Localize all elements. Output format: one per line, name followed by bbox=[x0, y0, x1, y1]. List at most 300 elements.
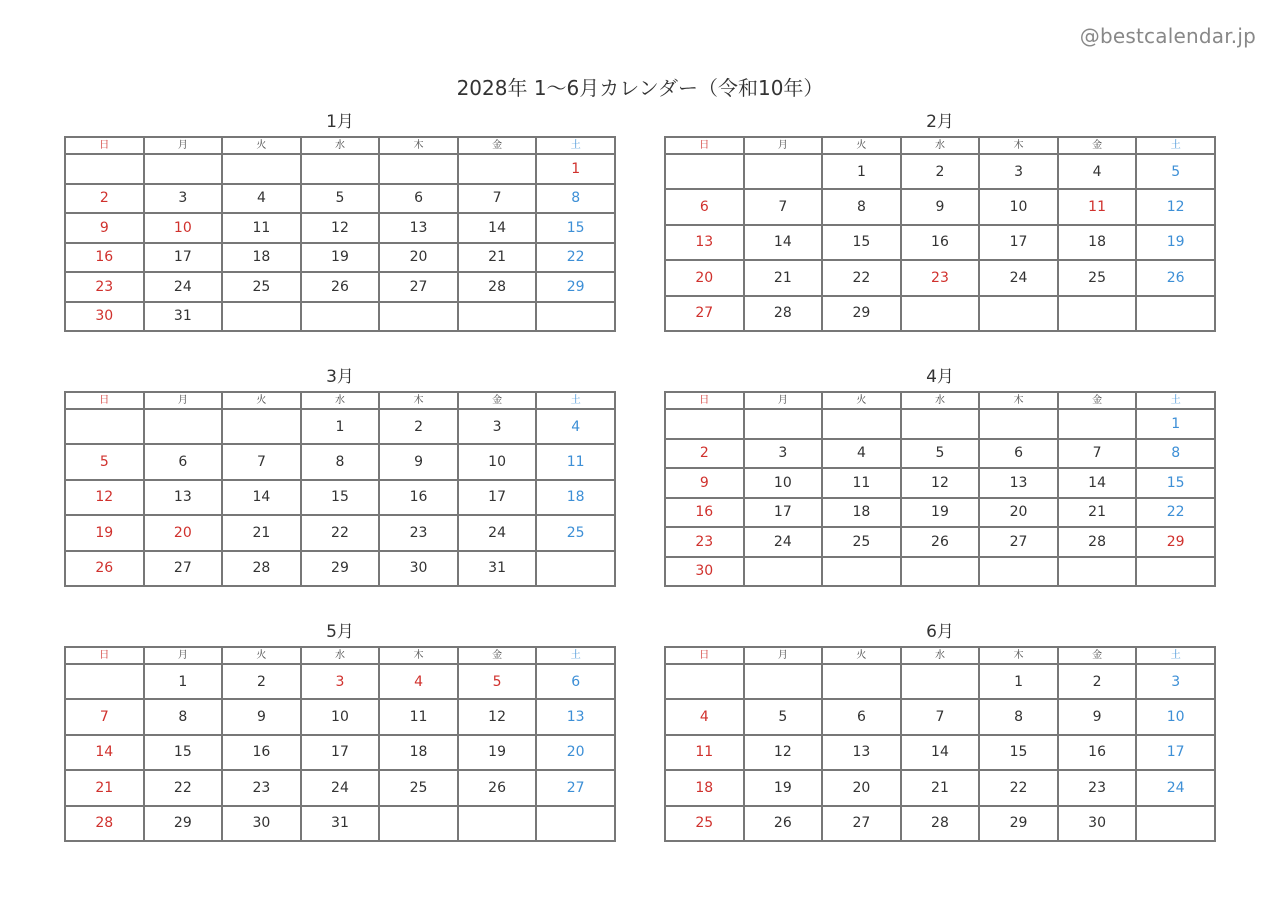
weekday-header: 月 bbox=[744, 137, 823, 154]
weekday-header: 木 bbox=[379, 647, 458, 664]
weekday-header: 火 bbox=[222, 392, 301, 409]
weekday-header: 木 bbox=[379, 137, 458, 154]
weekday-header: 金 bbox=[1058, 137, 1137, 154]
day-cell: 4 bbox=[222, 184, 301, 214]
day-cell: 8 bbox=[536, 184, 615, 214]
week-row bbox=[65, 444, 615, 479]
week-row bbox=[665, 439, 1215, 469]
day-cell: 26 bbox=[744, 806, 823, 841]
day-cell: 12 bbox=[65, 480, 144, 515]
day-cell: 21 bbox=[1058, 498, 1137, 528]
day-cell: 14 bbox=[458, 213, 537, 243]
day-cell: 16 bbox=[1058, 735, 1137, 770]
empty-cell bbox=[744, 664, 823, 699]
day-cell: 9 bbox=[665, 468, 744, 498]
day-cell: 15 bbox=[979, 735, 1058, 770]
day-cell: 27 bbox=[379, 272, 458, 302]
weekday-header: 水 bbox=[301, 392, 380, 409]
day-cell: 26 bbox=[901, 527, 980, 557]
empty-cell bbox=[665, 409, 744, 439]
day-cell: 22 bbox=[1136, 498, 1215, 528]
weekday-header: 日 bbox=[65, 647, 144, 664]
week-row bbox=[665, 225, 1215, 260]
day-cell: 26 bbox=[1136, 260, 1215, 295]
day-cell: 17 bbox=[144, 243, 223, 273]
day-cell: 10 bbox=[1136, 699, 1215, 734]
empty-cell bbox=[458, 302, 537, 332]
empty-cell bbox=[301, 302, 380, 332]
empty-cell bbox=[665, 154, 744, 189]
day-cell: 28 bbox=[901, 806, 980, 841]
week-row bbox=[665, 468, 1215, 498]
day-cell: 13 bbox=[536, 699, 615, 734]
day-cell: 27 bbox=[665, 296, 744, 331]
day-cell: 22 bbox=[536, 243, 615, 273]
day-cell: 10 bbox=[144, 213, 223, 243]
day-cell: 30 bbox=[222, 806, 301, 841]
day-cell: 4 bbox=[665, 699, 744, 734]
day-cell: 3 bbox=[744, 439, 823, 469]
weekday-header: 火 bbox=[822, 137, 901, 154]
day-cell: 2 bbox=[665, 439, 744, 469]
weekday-header: 日 bbox=[665, 137, 744, 154]
week-row bbox=[65, 699, 615, 734]
empty-cell bbox=[665, 664, 744, 699]
day-cell: 28 bbox=[65, 806, 144, 841]
day-cell: 3 bbox=[979, 154, 1058, 189]
day-cell: 8 bbox=[1136, 439, 1215, 469]
day-cell: 14 bbox=[65, 735, 144, 770]
day-cell: 23 bbox=[665, 527, 744, 557]
day-cell: 3 bbox=[1136, 664, 1215, 699]
weekday-header: 月 bbox=[144, 137, 223, 154]
empty-cell bbox=[65, 664, 144, 699]
empty-cell bbox=[1136, 296, 1215, 331]
month-5 bbox=[64, 620, 616, 842]
weekday-header: 土 bbox=[536, 137, 615, 154]
day-cell: 28 bbox=[222, 551, 301, 586]
month-6 bbox=[664, 620, 1216, 842]
weekday-header: 月 bbox=[144, 647, 223, 664]
day-cell: 12 bbox=[744, 735, 823, 770]
empty-cell bbox=[222, 302, 301, 332]
empty-cell bbox=[1136, 557, 1215, 587]
day-cell: 14 bbox=[1058, 468, 1137, 498]
weekday-header: 木 bbox=[379, 392, 458, 409]
weekday-header: 火 bbox=[822, 392, 901, 409]
empty-cell bbox=[1136, 806, 1215, 841]
week-row bbox=[665, 189, 1215, 224]
day-cell: 6 bbox=[665, 189, 744, 224]
day-cell: 23 bbox=[222, 770, 301, 805]
day-cell: 24 bbox=[458, 515, 537, 550]
week-row bbox=[65, 806, 615, 841]
day-cell: 24 bbox=[144, 272, 223, 302]
day-cell: 22 bbox=[979, 770, 1058, 805]
day-cell: 7 bbox=[901, 699, 980, 734]
empty-cell bbox=[536, 806, 615, 841]
day-cell: 20 bbox=[665, 260, 744, 295]
day-cell: 11 bbox=[1058, 189, 1137, 224]
day-cell: 20 bbox=[144, 515, 223, 550]
day-cell: 25 bbox=[1058, 260, 1137, 295]
day-cell: 27 bbox=[536, 770, 615, 805]
day-cell: 11 bbox=[536, 444, 615, 479]
week-row bbox=[65, 480, 615, 515]
day-cell: 31 bbox=[144, 302, 223, 332]
day-cell: 31 bbox=[301, 806, 380, 841]
week-row bbox=[65, 515, 615, 550]
empty-cell bbox=[301, 154, 380, 184]
day-cell: 13 bbox=[979, 468, 1058, 498]
day-cell: 18 bbox=[822, 498, 901, 528]
empty-cell bbox=[744, 557, 823, 587]
day-cell: 11 bbox=[379, 699, 458, 734]
empty-cell bbox=[144, 409, 223, 444]
weekday-header: 水 bbox=[301, 137, 380, 154]
day-cell: 19 bbox=[744, 770, 823, 805]
day-cell: 5 bbox=[65, 444, 144, 479]
empty-cell bbox=[144, 154, 223, 184]
empty-cell bbox=[536, 551, 615, 586]
site-watermark: @bestcalendar.jp bbox=[1079, 24, 1256, 48]
day-cell: 6 bbox=[822, 699, 901, 734]
day-cell: 29 bbox=[536, 272, 615, 302]
day-cell: 10 bbox=[301, 699, 380, 734]
empty-cell bbox=[901, 557, 980, 587]
day-cell: 15 bbox=[536, 213, 615, 243]
day-cell: 6 bbox=[979, 439, 1058, 469]
empty-cell bbox=[222, 154, 301, 184]
week-row bbox=[665, 260, 1215, 295]
weekday-header: 土 bbox=[1136, 647, 1215, 664]
day-cell: 18 bbox=[1058, 225, 1137, 260]
day-cell: 18 bbox=[222, 243, 301, 273]
day-cell: 28 bbox=[744, 296, 823, 331]
day-cell: 30 bbox=[665, 557, 744, 587]
day-cell: 8 bbox=[822, 189, 901, 224]
day-cell: 2 bbox=[65, 184, 144, 214]
day-cell: 15 bbox=[1136, 468, 1215, 498]
empty-cell bbox=[379, 806, 458, 841]
day-cell: 17 bbox=[458, 480, 537, 515]
day-cell: 25 bbox=[665, 806, 744, 841]
month-3 bbox=[64, 365, 616, 587]
day-cell: 8 bbox=[144, 699, 223, 734]
day-cell: 17 bbox=[1136, 735, 1215, 770]
day-cell: 20 bbox=[379, 243, 458, 273]
month-table bbox=[64, 646, 616, 842]
day-cell: 25 bbox=[822, 527, 901, 557]
day-cell: 6 bbox=[379, 184, 458, 214]
day-cell: 10 bbox=[458, 444, 537, 479]
day-cell: 18 bbox=[536, 480, 615, 515]
day-cell: 7 bbox=[65, 699, 144, 734]
day-cell: 9 bbox=[901, 189, 980, 224]
month-1 bbox=[64, 110, 616, 332]
weekday-header: 日 bbox=[665, 392, 744, 409]
week-row bbox=[65, 243, 615, 273]
empty-cell bbox=[979, 557, 1058, 587]
day-cell: 23 bbox=[379, 515, 458, 550]
empty-cell bbox=[979, 296, 1058, 331]
day-cell: 3 bbox=[144, 184, 223, 214]
day-cell: 15 bbox=[301, 480, 380, 515]
month-2 bbox=[664, 110, 1216, 332]
day-cell: 7 bbox=[1058, 439, 1137, 469]
day-cell: 24 bbox=[1136, 770, 1215, 805]
day-cell: 1 bbox=[301, 409, 380, 444]
day-cell: 7 bbox=[458, 184, 537, 214]
day-cell: 1 bbox=[822, 154, 901, 189]
day-cell: 14 bbox=[901, 735, 980, 770]
day-cell: 9 bbox=[379, 444, 458, 479]
day-cell: 14 bbox=[222, 480, 301, 515]
day-cell: 27 bbox=[979, 527, 1058, 557]
week-row bbox=[665, 699, 1215, 734]
weekday-header: 金 bbox=[458, 392, 537, 409]
weekday-header: 金 bbox=[1058, 392, 1137, 409]
empty-cell bbox=[1058, 296, 1137, 331]
day-cell: 5 bbox=[458, 664, 537, 699]
week-row bbox=[665, 527, 1215, 557]
weekday-header: 土 bbox=[536, 392, 615, 409]
day-cell: 15 bbox=[144, 735, 223, 770]
week-row bbox=[665, 154, 1215, 189]
month-4 bbox=[664, 365, 1216, 587]
month-table bbox=[64, 391, 616, 587]
weekday-header: 水 bbox=[901, 137, 980, 154]
day-cell: 17 bbox=[744, 498, 823, 528]
empty-cell bbox=[222, 409, 301, 444]
day-cell: 7 bbox=[222, 444, 301, 479]
empty-cell bbox=[901, 409, 980, 439]
day-cell: 25 bbox=[536, 515, 615, 550]
week-row bbox=[65, 664, 615, 699]
day-cell: 26 bbox=[301, 272, 380, 302]
day-cell: 21 bbox=[65, 770, 144, 805]
month-label: 1月 bbox=[326, 112, 354, 132]
day-cell: 13 bbox=[822, 735, 901, 770]
weekday-header: 日 bbox=[65, 137, 144, 154]
day-cell: 5 bbox=[1136, 154, 1215, 189]
day-cell: 2 bbox=[901, 154, 980, 189]
month-label: 3月 bbox=[326, 367, 354, 387]
weekday-header: 水 bbox=[301, 647, 380, 664]
weekday-header: 月 bbox=[744, 392, 823, 409]
day-cell: 22 bbox=[301, 515, 380, 550]
weekday-header: 月 bbox=[744, 647, 823, 664]
day-cell: 8 bbox=[301, 444, 380, 479]
day-cell: 29 bbox=[979, 806, 1058, 841]
day-cell: 19 bbox=[1136, 225, 1215, 260]
week-row bbox=[665, 557, 1215, 587]
day-cell: 29 bbox=[144, 806, 223, 841]
week-row bbox=[65, 213, 615, 243]
day-cell: 13 bbox=[665, 225, 744, 260]
week-row bbox=[65, 735, 615, 770]
day-cell: 9 bbox=[222, 699, 301, 734]
week-row bbox=[665, 806, 1215, 841]
week-row bbox=[665, 296, 1215, 331]
page-title: 2028年 1〜6月カレンダー（令和10年） bbox=[456, 76, 824, 100]
empty-cell bbox=[458, 154, 537, 184]
empty-cell bbox=[822, 409, 901, 439]
day-cell: 12 bbox=[901, 468, 980, 498]
empty-cell bbox=[536, 302, 615, 332]
week-row bbox=[65, 302, 615, 332]
day-cell: 9 bbox=[65, 213, 144, 243]
weekday-header: 水 bbox=[901, 647, 980, 664]
day-cell: 4 bbox=[1058, 154, 1137, 189]
day-cell: 30 bbox=[65, 302, 144, 332]
weekday-header: 金 bbox=[1058, 647, 1137, 664]
empty-cell bbox=[65, 409, 144, 444]
day-cell: 18 bbox=[665, 770, 744, 805]
weekday-header: 木 bbox=[979, 392, 1058, 409]
week-row bbox=[665, 409, 1215, 439]
day-cell: 16 bbox=[901, 225, 980, 260]
day-cell: 4 bbox=[379, 664, 458, 699]
weekday-header: 金 bbox=[458, 137, 537, 154]
day-cell: 24 bbox=[744, 527, 823, 557]
day-cell: 3 bbox=[301, 664, 380, 699]
weekday-header: 水 bbox=[901, 392, 980, 409]
weekday-header: 日 bbox=[65, 392, 144, 409]
weekday-header: 火 bbox=[822, 647, 901, 664]
day-cell: 4 bbox=[536, 409, 615, 444]
day-cell: 2 bbox=[222, 664, 301, 699]
month-label: 4月 bbox=[926, 367, 954, 387]
day-cell: 20 bbox=[979, 498, 1058, 528]
day-cell: 29 bbox=[822, 296, 901, 331]
day-cell: 1 bbox=[979, 664, 1058, 699]
weekday-header: 火 bbox=[222, 647, 301, 664]
day-cell: 24 bbox=[979, 260, 1058, 295]
day-cell: 16 bbox=[665, 498, 744, 528]
weekday-header: 月 bbox=[144, 392, 223, 409]
week-row bbox=[65, 770, 615, 805]
day-cell: 11 bbox=[822, 468, 901, 498]
day-cell: 1 bbox=[1136, 409, 1215, 439]
day-cell: 10 bbox=[979, 189, 1058, 224]
day-cell: 22 bbox=[822, 260, 901, 295]
day-cell: 3 bbox=[458, 409, 537, 444]
day-cell: 7 bbox=[744, 189, 823, 224]
empty-cell bbox=[1058, 409, 1137, 439]
day-cell: 21 bbox=[222, 515, 301, 550]
day-cell: 11 bbox=[665, 735, 744, 770]
week-row bbox=[665, 498, 1215, 528]
weekday-header: 土 bbox=[536, 647, 615, 664]
weekday-header: 日 bbox=[665, 647, 744, 664]
day-cell: 21 bbox=[744, 260, 823, 295]
weekday-header: 土 bbox=[1136, 137, 1215, 154]
day-cell: 16 bbox=[222, 735, 301, 770]
day-cell: 29 bbox=[301, 551, 380, 586]
day-cell: 12 bbox=[458, 699, 537, 734]
empty-cell bbox=[901, 664, 980, 699]
day-cell: 9 bbox=[1058, 699, 1137, 734]
day-cell: 27 bbox=[822, 806, 901, 841]
day-cell: 28 bbox=[458, 272, 537, 302]
day-cell: 22 bbox=[144, 770, 223, 805]
empty-cell bbox=[901, 296, 980, 331]
weekday-header: 土 bbox=[1136, 392, 1215, 409]
day-cell: 16 bbox=[379, 480, 458, 515]
empty-cell bbox=[744, 409, 823, 439]
day-cell: 1 bbox=[144, 664, 223, 699]
day-cell: 20 bbox=[536, 735, 615, 770]
month-table bbox=[64, 136, 616, 332]
month-label: 6月 bbox=[926, 622, 954, 642]
empty-cell bbox=[458, 806, 537, 841]
day-cell: 1 bbox=[536, 154, 615, 184]
day-cell: 14 bbox=[744, 225, 823, 260]
day-cell: 30 bbox=[1058, 806, 1137, 841]
weekday-header: 木 bbox=[979, 647, 1058, 664]
day-cell: 8 bbox=[979, 699, 1058, 734]
day-cell: 28 bbox=[1058, 527, 1137, 557]
day-cell: 17 bbox=[979, 225, 1058, 260]
day-cell: 23 bbox=[65, 272, 144, 302]
day-cell: 25 bbox=[222, 272, 301, 302]
day-cell: 16 bbox=[65, 243, 144, 273]
day-cell: 19 bbox=[458, 735, 537, 770]
week-row bbox=[665, 664, 1215, 699]
day-cell: 19 bbox=[301, 243, 380, 273]
day-cell: 19 bbox=[901, 498, 980, 528]
empty-cell bbox=[65, 154, 144, 184]
day-cell: 13 bbox=[144, 480, 223, 515]
day-cell: 21 bbox=[901, 770, 980, 805]
day-cell: 29 bbox=[1136, 527, 1215, 557]
week-row bbox=[65, 272, 615, 302]
day-cell: 10 bbox=[744, 468, 823, 498]
week-row bbox=[65, 184, 615, 214]
empty-cell bbox=[822, 557, 901, 587]
empty-cell bbox=[979, 409, 1058, 439]
empty-cell bbox=[1058, 557, 1137, 587]
day-cell: 31 bbox=[458, 551, 537, 586]
day-cell: 26 bbox=[65, 551, 144, 586]
day-cell: 27 bbox=[144, 551, 223, 586]
day-cell: 24 bbox=[301, 770, 380, 805]
day-cell: 23 bbox=[1058, 770, 1137, 805]
month-label: 5月 bbox=[326, 622, 354, 642]
day-cell: 26 bbox=[458, 770, 537, 805]
week-row bbox=[65, 154, 615, 184]
day-cell: 12 bbox=[1136, 189, 1215, 224]
empty-cell bbox=[822, 664, 901, 699]
day-cell: 20 bbox=[822, 770, 901, 805]
day-cell: 19 bbox=[65, 515, 144, 550]
week-row bbox=[65, 551, 615, 586]
month-table bbox=[664, 646, 1216, 842]
day-cell: 4 bbox=[822, 439, 901, 469]
weekday-header: 木 bbox=[979, 137, 1058, 154]
day-cell: 21 bbox=[458, 243, 537, 273]
week-row bbox=[665, 770, 1215, 805]
weekday-header: 火 bbox=[222, 137, 301, 154]
day-cell: 6 bbox=[536, 664, 615, 699]
day-cell: 15 bbox=[822, 225, 901, 260]
day-cell: 18 bbox=[379, 735, 458, 770]
weekday-header: 金 bbox=[458, 647, 537, 664]
empty-cell bbox=[744, 154, 823, 189]
day-cell: 30 bbox=[379, 551, 458, 586]
month-label: 2月 bbox=[926, 112, 954, 132]
